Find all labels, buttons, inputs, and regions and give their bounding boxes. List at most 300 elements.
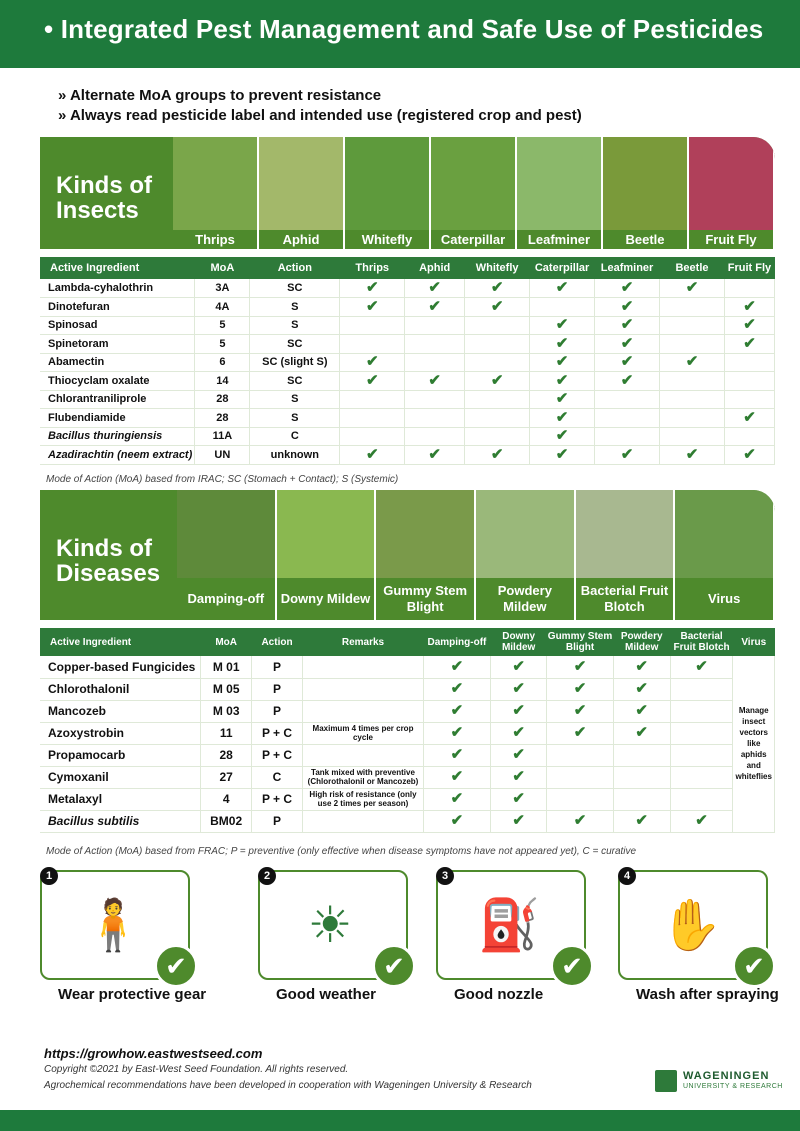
ingredient-name: Azadirachtin (neem extract) xyxy=(40,446,195,465)
check-cell xyxy=(424,700,491,722)
ingredient-remark xyxy=(302,810,423,832)
logo-line2: UNIVERSITY & RESEARCH xyxy=(683,1083,783,1090)
ingredient-name: Spinetoram xyxy=(40,335,195,354)
ingredient-action: unknown xyxy=(250,446,340,465)
ingredient-remark xyxy=(302,700,423,722)
footer-url[interactable]: https://growhow.eastwestseed.com xyxy=(44,1046,263,1061)
disease-note: Mode of Action (MoA) based from FRAC; P = preventive (only effective when disease symptoms have not appeared yet), C = curative xyxy=(46,846,637,857)
ingredient-moa: 5 xyxy=(195,316,250,335)
disease-header-0: Active Ingredient xyxy=(40,628,201,656)
check-cell xyxy=(530,446,595,465)
disease-photo-1 xyxy=(277,490,377,620)
check-cell xyxy=(595,446,660,465)
insect-header-4: Aphid xyxy=(405,257,465,279)
tip-2: » Always read pesticide label and intended use (registered crop and pest) xyxy=(58,106,582,126)
ingredient-name: Dinotefuran xyxy=(40,298,195,317)
ingredient-moa: 27 xyxy=(201,766,252,788)
check-cell xyxy=(613,788,670,810)
insect-photo-3 xyxy=(431,137,517,249)
check-cell xyxy=(670,810,733,832)
ingredient-action: S xyxy=(250,390,340,409)
insect-photo-caption: Leafminer xyxy=(517,230,601,249)
table-row xyxy=(40,353,775,372)
ingredient-name: Bacillus subtilis xyxy=(40,810,201,832)
ingredient-moa: 11A xyxy=(195,427,250,446)
check-cell xyxy=(724,298,774,317)
check-cell xyxy=(340,335,405,354)
check-cell xyxy=(613,722,670,744)
check-cell xyxy=(465,316,530,335)
check-cell xyxy=(465,298,530,317)
ingredient-moa: M 05 xyxy=(201,678,252,700)
step-number: 3 xyxy=(436,867,454,885)
check-icon: ✔ xyxy=(450,702,464,719)
check-cell xyxy=(405,298,465,317)
check-icon: ✔ xyxy=(490,297,504,315)
check-icon: ✔ xyxy=(635,680,648,697)
disease-header-7: Powdery Mildew xyxy=(613,628,670,656)
check-cell xyxy=(340,427,405,446)
safety-step-3 xyxy=(436,870,586,980)
check-cell xyxy=(613,744,670,766)
check-cell xyxy=(405,316,465,335)
check-cell xyxy=(465,372,530,391)
check-icon: ✔ xyxy=(620,353,634,371)
check-cell xyxy=(547,722,613,744)
check-cell xyxy=(660,390,725,409)
diseases-banner xyxy=(40,490,775,620)
check-icon: ✔ xyxy=(695,657,708,675)
check-cell xyxy=(530,353,595,372)
check-icon: ✔ xyxy=(635,812,648,829)
insect-header-0: Active Ingredient xyxy=(40,257,195,279)
check-cell xyxy=(660,427,725,446)
insect-photo-caption: Thrips xyxy=(173,230,257,249)
check-cell xyxy=(724,446,774,465)
disease-header-4: Damping-off xyxy=(424,628,491,656)
check-cell xyxy=(724,279,774,298)
ingredient-action: SC (slight S) xyxy=(250,353,340,372)
check-icon: ✔ xyxy=(365,371,379,389)
check-cell xyxy=(530,372,595,391)
check-cell xyxy=(670,678,733,700)
disease-header-8: Bacterial Fruit Blotch xyxy=(670,628,733,656)
check-cell xyxy=(530,427,595,446)
table-row xyxy=(40,788,775,810)
ingredient-name: Abamectin xyxy=(40,353,195,372)
check-cell xyxy=(660,298,725,317)
check-cell xyxy=(465,409,530,428)
check-cell xyxy=(547,766,613,788)
check-cell xyxy=(660,279,725,298)
check-icon: ✔ xyxy=(743,334,756,352)
check-cell xyxy=(405,427,465,446)
check-cell xyxy=(465,353,530,372)
check-cell xyxy=(724,335,774,354)
check-badge-icon: ✔ xyxy=(372,944,416,988)
ingredient-remark: Tank mixed with preventive (Chlorothalonil or Mancozeb) xyxy=(302,766,423,788)
check-icon: ✔ xyxy=(685,279,699,296)
ingredient-moa: 14 xyxy=(195,372,250,391)
check-icon: ✔ xyxy=(620,334,634,352)
ingredient-action: P + C xyxy=(252,744,303,766)
disease-header-3: Remarks xyxy=(302,628,423,656)
step-label: Wear protective gear xyxy=(58,986,207,1003)
ingredient-action: C xyxy=(252,766,303,788)
diseases-banner-title: Kinds of Diseases xyxy=(56,535,161,587)
table-row xyxy=(40,766,775,788)
check-cell xyxy=(424,744,491,766)
check-cell xyxy=(405,390,465,409)
ingredient-action: S xyxy=(250,298,340,317)
check-cell xyxy=(405,446,465,465)
check-icon: ✔ xyxy=(620,445,634,463)
check-icon: ✔ xyxy=(428,297,441,315)
weather-icon: ☀ xyxy=(307,897,353,953)
check-cell xyxy=(660,446,725,465)
check-icon: ✔ xyxy=(555,427,569,445)
check-icon: ✔ xyxy=(573,657,587,675)
check-icon: ✔ xyxy=(512,790,525,807)
check-icon: ✔ xyxy=(428,279,441,296)
ingredient-action: P xyxy=(252,656,303,678)
check-cell xyxy=(405,279,465,298)
insect-photo-6 xyxy=(689,137,775,249)
check-cell xyxy=(547,788,613,810)
check-cell xyxy=(530,409,595,428)
table-row xyxy=(40,427,775,446)
table-row xyxy=(40,678,775,700)
disease-header-6: Gummy Stem Blight xyxy=(547,628,613,656)
insect-header-2: Action xyxy=(250,257,340,279)
check-cell xyxy=(547,744,613,766)
check-cell xyxy=(405,409,465,428)
insect-photo-caption: Beetle xyxy=(603,230,687,249)
check-cell xyxy=(670,744,733,766)
step-label: Wash after spraying xyxy=(636,986,779,1003)
disease-header-1: MoA xyxy=(201,628,252,656)
table-row xyxy=(40,316,775,335)
ingredient-remark xyxy=(302,656,423,678)
disease-photo-caption: Bacterial Fruit Blotch xyxy=(576,578,674,620)
check-icon: ✔ xyxy=(573,702,587,719)
check-cell xyxy=(724,372,774,391)
table-row xyxy=(40,335,775,354)
check-icon: ✔ xyxy=(695,812,708,829)
check-cell xyxy=(660,409,725,428)
insect-photo-caption: Caterpillar xyxy=(431,230,515,249)
ingredient-name: Lambda-cyhalothrin xyxy=(40,279,195,298)
check-cell xyxy=(405,353,465,372)
check-cell xyxy=(595,353,660,372)
disease-header-9: Virus xyxy=(733,628,775,656)
check-icon: ✔ xyxy=(573,724,587,741)
check-cell xyxy=(340,409,405,428)
step-number: 2 xyxy=(258,867,276,885)
check-icon: ✔ xyxy=(555,279,569,296)
check-icon: ✔ xyxy=(620,371,634,389)
ingredient-remark: Maximum 4 times per crop cycle xyxy=(302,722,423,744)
ingredient-action: SC xyxy=(250,372,340,391)
check-icon: ✔ xyxy=(365,297,379,315)
check-cell xyxy=(465,427,530,446)
check-icon: ✔ xyxy=(555,353,569,371)
check-icon: ✔ xyxy=(555,334,569,352)
table-row xyxy=(40,656,775,678)
ingredient-name: Mancozeb xyxy=(40,700,201,722)
ingredient-name: Propamocarb xyxy=(40,744,201,766)
check-icon: ✔ xyxy=(620,279,634,296)
ingredient-action: P + C xyxy=(252,722,303,744)
ingredient-moa: 28 xyxy=(195,390,250,409)
insect-photo-5 xyxy=(603,137,689,249)
insect-header-5: Whitefly xyxy=(465,257,530,279)
check-cell xyxy=(547,678,613,700)
safety-step-2 xyxy=(258,870,408,980)
check-cell xyxy=(490,722,547,744)
check-icon: ✔ xyxy=(685,445,699,463)
check-cell xyxy=(595,372,660,391)
check-cell xyxy=(724,427,774,446)
ingredient-remark: High risk of resistance (only use 2 times per season) xyxy=(302,788,423,810)
check-icon: ✔ xyxy=(555,371,569,389)
disease-photo-caption: Virus xyxy=(675,578,773,620)
check-cell xyxy=(424,810,491,832)
ingredient-action: P xyxy=(252,678,303,700)
check-icon: ✔ xyxy=(512,724,525,741)
insect-header-3: Thrips xyxy=(340,257,405,279)
insects-banner-title: Kinds of Insects xyxy=(56,172,152,224)
check-icon: ✔ xyxy=(428,445,441,463)
check-icon: ✔ xyxy=(555,390,569,408)
insect-note: Mode of Action (MoA) based from IRAC; SC (Stomach + Contact); S (Systemic) xyxy=(46,474,399,485)
check-cell xyxy=(530,279,595,298)
check-cell xyxy=(613,656,670,678)
ingredient-action: P + C xyxy=(252,788,303,810)
check-cell xyxy=(424,788,491,810)
check-cell xyxy=(340,279,405,298)
insect-header-8: Beetle xyxy=(660,257,725,279)
check-icon: ✔ xyxy=(512,812,525,829)
check-icon: ✔ xyxy=(743,408,756,426)
check-cell xyxy=(530,335,595,354)
check-icon: ✔ xyxy=(743,297,756,315)
check-cell xyxy=(465,446,530,465)
check-cell xyxy=(547,656,613,678)
check-icon: ✔ xyxy=(450,657,464,675)
step-number: 1 xyxy=(40,867,58,885)
ingredient-name: Chlorantraniliprole xyxy=(40,390,195,409)
nozzle-icon: ⛽ xyxy=(478,897,541,953)
disease-photo-caption: Powdery Mildew xyxy=(476,578,574,620)
insect-photo-caption: Whitefly xyxy=(345,230,429,249)
tip-1: » Alternate MoA groups to prevent resistance xyxy=(58,86,582,106)
check-cell xyxy=(530,390,595,409)
check-icon: ✔ xyxy=(573,812,587,829)
footer-coop: Agrochemical recommendations have been developed in cooperation with Wageningen University & Research xyxy=(44,1080,532,1091)
check-icon: ✔ xyxy=(620,316,634,334)
hand-wash-icon: ✋ xyxy=(660,897,723,953)
check-icon: ✔ xyxy=(450,768,464,785)
check-icon: ✔ xyxy=(573,680,587,697)
table-row xyxy=(40,390,775,409)
check-cell xyxy=(490,656,547,678)
disease-photo-3 xyxy=(476,490,576,620)
check-cell xyxy=(613,766,670,788)
page-title: • Integrated Pest Management and Safe Use of Pesticides xyxy=(44,14,764,44)
check-icon: ✔ xyxy=(512,746,525,763)
ingredient-action: SC xyxy=(250,335,340,354)
table-row xyxy=(40,722,775,744)
check-cell xyxy=(613,700,670,722)
bottom-bar xyxy=(0,1110,800,1131)
ingredient-remark xyxy=(302,678,423,700)
check-icon: ✔ xyxy=(450,724,464,741)
check-cell xyxy=(405,335,465,354)
check-cell xyxy=(670,722,733,744)
logo-mark-icon xyxy=(655,1070,677,1092)
check-cell xyxy=(724,316,774,335)
check-cell xyxy=(340,372,405,391)
check-icon: ✔ xyxy=(490,371,504,389)
ingredient-moa: 11 xyxy=(201,722,252,744)
header-bar xyxy=(0,0,800,68)
check-cell xyxy=(490,700,547,722)
ingredient-action: S xyxy=(250,409,340,428)
check-icon: ✔ xyxy=(555,408,569,426)
check-icon: ✔ xyxy=(512,702,525,719)
check-cell xyxy=(490,766,547,788)
check-cell xyxy=(424,678,491,700)
disease-header-2: Action xyxy=(252,628,303,656)
insect-header-1: MoA xyxy=(195,257,250,279)
disease-header-5: Downy Mildew xyxy=(490,628,547,656)
check-cell xyxy=(595,427,660,446)
check-cell xyxy=(490,744,547,766)
check-icon: ✔ xyxy=(490,445,504,463)
check-cell xyxy=(340,390,405,409)
check-cell xyxy=(660,372,725,391)
check-icon: ✔ xyxy=(365,445,379,463)
check-cell xyxy=(660,316,725,335)
check-icon: ✔ xyxy=(450,790,464,807)
ingredient-moa: 28 xyxy=(201,744,252,766)
check-cell xyxy=(547,810,613,832)
table-row xyxy=(40,700,775,722)
ingredient-name: Cymoxanil xyxy=(40,766,201,788)
check-cell xyxy=(340,446,405,465)
check-icon: ✔ xyxy=(512,657,525,675)
check-badge-icon: ✔ xyxy=(154,944,198,988)
ingredient-name: Azoxystrobin xyxy=(40,722,201,744)
insect-photo-2 xyxy=(345,137,431,249)
check-icon: ✔ xyxy=(555,316,569,334)
safety-step-4 xyxy=(618,870,768,980)
check-cell xyxy=(724,390,774,409)
check-cell xyxy=(670,656,733,678)
check-badge-icon: ✔ xyxy=(732,944,776,988)
check-cell xyxy=(405,372,465,391)
disease-table xyxy=(40,628,775,833)
ingredient-action: S xyxy=(250,316,340,335)
check-icon: ✔ xyxy=(365,353,379,371)
check-cell xyxy=(595,316,660,335)
check-cell xyxy=(424,722,491,744)
check-cell xyxy=(660,353,725,372)
check-cell xyxy=(547,700,613,722)
disease-photo-2 xyxy=(376,490,476,620)
check-cell xyxy=(670,788,733,810)
logo-line1: WAGENINGEN xyxy=(683,1070,770,1082)
ingredient-name: Metalaxyl xyxy=(40,788,201,810)
disease-photo-caption: Damping-off xyxy=(177,578,275,620)
check-cell xyxy=(595,298,660,317)
ingredient-name: Spinosad xyxy=(40,316,195,335)
check-cell xyxy=(670,700,733,722)
check-icon: ✔ xyxy=(428,371,441,389)
ingredient-moa: 6 xyxy=(195,353,250,372)
check-cell xyxy=(530,298,595,317)
step-number: 4 xyxy=(618,867,636,885)
ingredient-moa: 4 xyxy=(201,788,252,810)
table-row xyxy=(40,810,775,832)
check-cell xyxy=(595,390,660,409)
insect-header-7: Leafminer xyxy=(595,257,660,279)
check-icon: ✔ xyxy=(450,812,464,829)
check-icon: ✔ xyxy=(620,297,634,315)
protective-gear-icon: 🧍 xyxy=(82,897,145,953)
safety-step-1 xyxy=(40,870,190,980)
insects-banner xyxy=(40,137,775,249)
disease-photo-0 xyxy=(177,490,277,620)
check-icon: ✔ xyxy=(555,445,569,463)
check-cell xyxy=(340,316,405,335)
ingredient-remark xyxy=(302,744,423,766)
check-cell xyxy=(340,353,405,372)
ingredient-name: Copper-based Fungicides xyxy=(40,656,201,678)
table-row xyxy=(40,298,775,317)
insect-header-9: Fruit Fly xyxy=(724,257,774,279)
check-cell xyxy=(530,316,595,335)
ingredient-moa: 3A xyxy=(195,279,250,298)
wageningen-logo xyxy=(655,1070,785,1096)
check-icon: ✔ xyxy=(512,680,525,697)
check-cell xyxy=(595,335,660,354)
check-icon: ✔ xyxy=(365,279,379,296)
check-cell xyxy=(424,656,491,678)
footer-copyright: Copyright ©2021 by East-West Seed Foundation. All rights reserved. xyxy=(44,1064,349,1075)
insect-photo-1 xyxy=(259,137,345,249)
table-row xyxy=(40,279,775,298)
ingredient-action: C xyxy=(250,427,340,446)
ingredient-name: Bacillus thuringiensis xyxy=(40,427,195,446)
check-cell xyxy=(490,788,547,810)
check-icon: ✔ xyxy=(635,702,648,719)
check-cell xyxy=(424,766,491,788)
insect-photo-0 xyxy=(173,137,259,249)
ingredient-action: P xyxy=(252,700,303,722)
check-cell xyxy=(465,279,530,298)
check-badge-icon: ✔ xyxy=(550,944,594,988)
check-cell xyxy=(613,810,670,832)
check-cell xyxy=(465,390,530,409)
ingredient-moa: 28 xyxy=(195,409,250,428)
step-label: Good weather xyxy=(276,986,377,1003)
ingredient-moa: M 03 xyxy=(201,700,252,722)
check-cell xyxy=(465,335,530,354)
ingredient-name: Flubendiamide xyxy=(40,409,195,428)
disease-photo-5 xyxy=(675,490,775,620)
